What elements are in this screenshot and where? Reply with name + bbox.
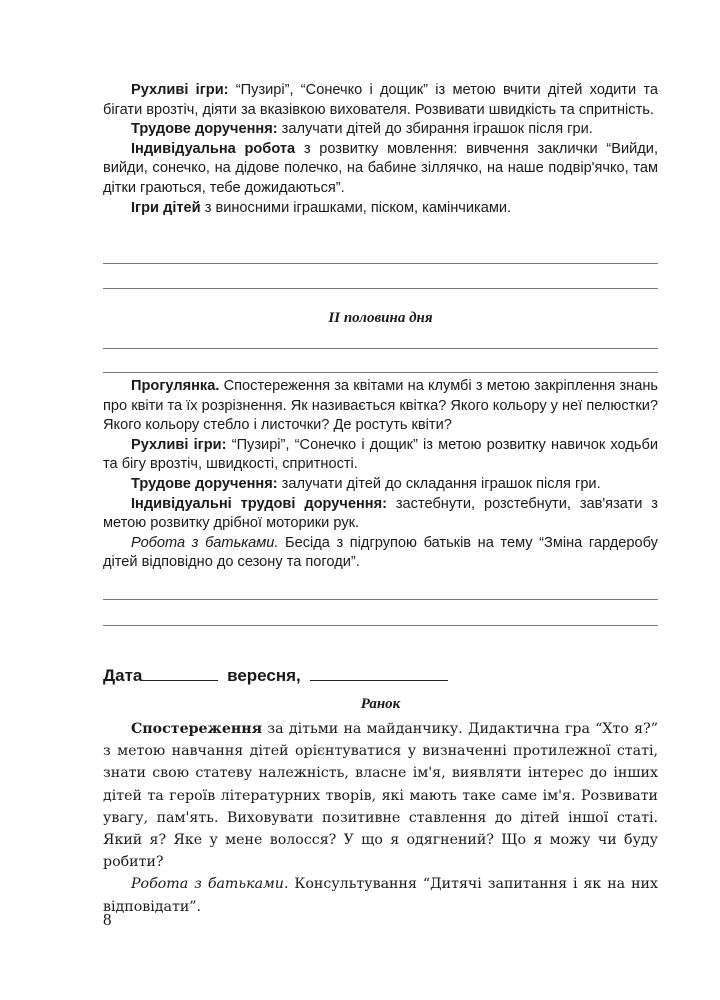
paragraph-individual-work	[103, 140, 658, 199]
paragraph-individual-labor	[103, 495, 658, 534]
morning-heading: Ранок	[360, 696, 401, 712]
day-blank	[142, 664, 218, 681]
label-outdoor-games-2: Рухливі ігри:	[131, 436, 227, 453]
blank-line-6	[103, 625, 658, 626]
label-walk: Прогулянка.	[131, 378, 220, 394]
blank-line-5	[103, 599, 658, 600]
text-outdoor-games: “Пузирі”, “Сонечко і дощик” із метою вчити дітей ходити та бігати врозтіч, діяти за вказівкою вихователя. Розвивати швидкість та спритність.	[103, 82, 658, 118]
label-individual-work: Індивідуальна робота	[131, 140, 296, 157]
section-afternoon	[103, 377, 658, 573]
weekday-blank	[310, 664, 448, 681]
text-labor-task: залучати дітей до збирання іграшок після гри.	[277, 121, 593, 138]
paragraph-observation	[103, 718, 658, 873]
text-individual-labor: застебнути, розстебнути, зав'язати з метою розвитку дрібної моторики рук.	[103, 495, 658, 532]
date-line	[103, 664, 663, 686]
text-children-games: з виносними іграшками, піском, камінчиками.	[200, 199, 512, 216]
section-morning	[103, 718, 658, 918]
paragraph-outdoor-games	[103, 81, 658, 120]
label-labor-task-2: Трудове доручення:	[131, 475, 278, 492]
paragraph-labor-task-2	[103, 475, 658, 495]
text-individual-work: з розвитку мовлення: вивчення заклички “Вийди, вийди, сонечко, на дідове полечко, на бабине зіллячко, на наше подвір'ячко, там дітки граються, тебе дожидаються”.	[103, 140, 658, 196]
blank-line-4	[103, 372, 658, 373]
text-walk: Спостереження за квітами на клумбі з метою закріплення знань про квіти та їх розрізнення. Як називається квітка? Якого кольору у неї пелюстки? Якого кольору стебло і листочки? Де ростуть квіти?	[103, 378, 658, 434]
text-observation: за дітьми на майданчику. Дидактична гра “Хто я?” з метою навчання дітей орієнтуватися у визначенні протилежної статі, знати свою статеву належність, власне ім'я, виявляти інтерес до інших дітей та героїв літературних творів, які мають таке саме ім'я. Розвивати увагу, пам'ять. Виховувати позитивне ставлення до дітей іншої статі. Який я? Яке у мене волосся? У що я одягнений? Що я можу чи буду робити?	[103, 721, 658, 871]
paragraph-labor-task	[103, 120, 658, 140]
label-labor-task: Трудове доручення:	[131, 121, 278, 138]
paragraph-walk	[103, 377, 658, 436]
date-label: Дата	[103, 666, 143, 685]
label-parents-work-2: Робота з батьками.	[131, 876, 289, 893]
section-day-activities	[103, 81, 658, 218]
paragraph-children-games	[103, 199, 658, 219]
paragraph-parents-work	[103, 534, 658, 573]
text-labor-task-2: залучати дітей до складання іграшок після гри.	[277, 475, 601, 492]
text-outdoor-games-2: “Пузирі”, “Сонечко і дощик” із метою розвитку навичок ходьби та бігу врозтіч, швидкості, спритності.	[103, 436, 658, 473]
afternoon-heading: ІІ половина дня	[328, 310, 433, 326]
blank-line-2	[103, 288, 658, 289]
label-outdoor-games: Рухливі ігри:	[131, 82, 229, 98]
blank-line-1	[103, 263, 658, 264]
label-children-games: Ігри дітей	[131, 199, 201, 216]
paragraph-consultation	[103, 873, 658, 917]
month-label: вересня,	[227, 666, 301, 685]
blank-line-3	[103, 348, 658, 349]
page-number: 8	[103, 910, 112, 929]
text-parents-work: Бесіда з підгрупою батьків на тему “Зміна гардеробу дітей відповідно до сезону та погоди”.	[103, 534, 658, 571]
text-consultation: Консультування “Дитячі запитання і як на них відповідати”.	[103, 876, 658, 915]
paragraph-outdoor-games-2	[103, 436, 658, 475]
label-parents-work: Робота з батьками.	[131, 534, 279, 551]
label-observation: Спостереження	[131, 721, 263, 737]
label-individual-labor: Індивідуальні трудові доручення:	[131, 495, 387, 512]
